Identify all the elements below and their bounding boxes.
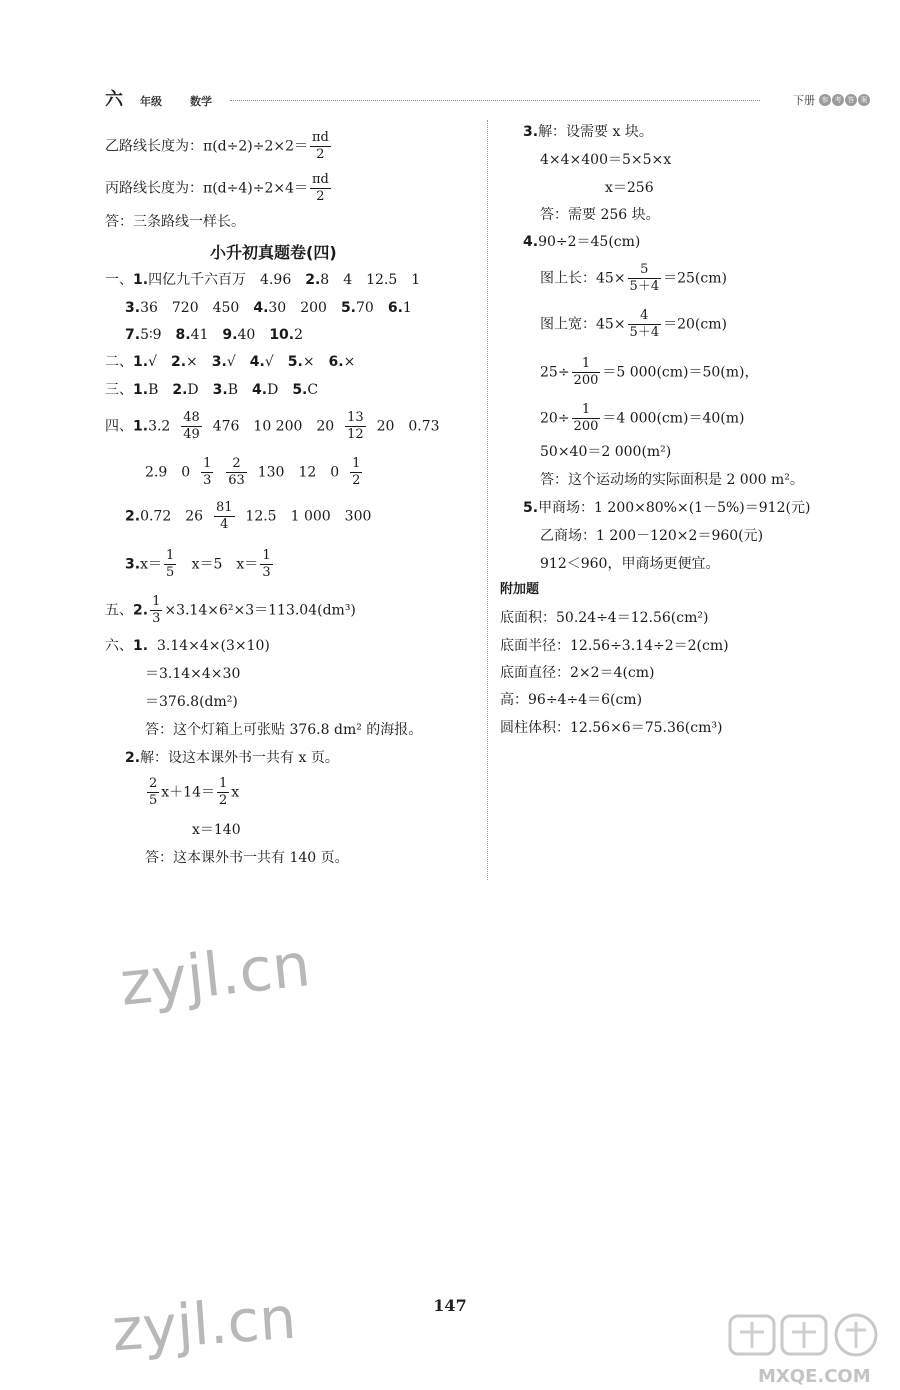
answer-line: 5.甲商场：1 200×80%×(1－5%)＝912(元) (523, 500, 811, 516)
answer-line: 底面积：50.24÷4＝12.56(cm²) (500, 610, 709, 626)
answer-line: 答：需要 256 块。 (540, 207, 660, 223)
answer-line: 4×4×400＝5×5×x (540, 152, 672, 168)
volume-label: 下册 (793, 94, 815, 107)
answer-line: 乙商场：1 200－120×2＝960(元) (540, 528, 764, 544)
answer-line: 4.90÷2＝45(cm) (523, 234, 641, 250)
answer-line: 25÷ $\frac{1}{200}$ ＝5 000(cm)＝50(m)， (540, 356, 759, 388)
answer-line: 3.解：设需要 x 块。 (523, 124, 653, 140)
answer-line: 3.36 720 450 4.30 200 5.70 6.1 (125, 300, 412, 316)
answer-line: 高：96÷4÷4＝6(cm) (500, 692, 643, 708)
grade-badge: 六 (105, 89, 123, 110)
answer-line: 912＜960，甲商场更便宜。 (540, 556, 720, 572)
answer-line: 底面半径：12.56÷3.14÷2＝2(cm) (500, 638, 729, 654)
answer-line: x＝140 (192, 822, 241, 838)
watermark-logo: zyjl.cn (109, 1283, 299, 1365)
answer-line: 一、1.四亿九千六百万 4.96 2.8 4 12.5 1 (105, 272, 421, 288)
answer-line: 2.9 0 $\frac{1}{3}$ $\frac{2}{63}$ 130 12 0 $\frac{1}{2}$ (145, 456, 361, 488)
watermark-logo: zyjl.cn (116, 930, 314, 1020)
extra-section-title: 附加题 (500, 582, 540, 597)
answer-line: x＝256 (605, 180, 654, 196)
answer-line: ＝3.14×4×30 (145, 666, 241, 682)
svg-text:MXQE.COM: MXQE.COM (758, 1366, 871, 1386)
answer-line: 六、1. 3.14×4×(3×10) (105, 638, 270, 654)
answer-line: 四、1.3.2 $\frac{48}{49}$ 476 10 200 20 $\frac{13}{12}$ 20 0.73 (105, 410, 440, 442)
answer-line: 二、1.√ 2.× 3.√ 4.√ 5.× 6.× (105, 354, 356, 370)
answer-line: 图上宽：45× $\frac{4}{5+4}$ ＝20(cm) (540, 308, 727, 340)
answer-line: 三、1.B 2.D 3.B 4.D 5.C (105, 382, 319, 398)
answer-line: ＝376.8(dm²) (145, 694, 238, 710)
page-number: 147 (433, 1296, 467, 1315)
header-divider (230, 100, 760, 101)
answer-line: 乙路线长度为：π(d÷2)÷2×2＝ $\frac{\pi d}{2}$ (105, 130, 329, 162)
answer-badge: 参 考 答 案 (819, 94, 870, 106)
answer-line: 2.解：设这本课外书一共有 x 页。 (125, 750, 339, 766)
answer-line: 五、2. $\frac{1}{3}$ ×3.14×6²×3＝113.04(dm³) (105, 594, 356, 626)
answer-line: 答：这个灯箱上可张贴 376.8 dm² 的海报。 (145, 722, 423, 738)
answer-line: $\frac{2}{5}$ x＋14＝ $\frac{1}{2}$ x (149, 776, 240, 808)
answer-line: 图上长：45× $\frac{5}{5+4}$ ＝25(cm) (540, 262, 727, 294)
answer-line: 3.x＝ $\frac{1}{5}$ x＝5 x＝ $\frac{1}{3}$ (125, 548, 271, 580)
subject-label: 数学 (190, 95, 212, 108)
answer-line: 答：三条路线一样长。 (105, 214, 245, 230)
answer-line: 20÷ $\frac{1}{200}$ ＝4 000(cm)＝40(m) (540, 402, 745, 434)
header-right (793, 92, 870, 108)
answer-line: 2.0.72 26 $\frac{81}{4}$ 12.5 1 000 300 (125, 500, 372, 532)
watermark-stamp-icon (728, 1312, 888, 1386)
answer-line: 圆柱体积：12.56×6＝75.36(cm³) (500, 720, 723, 736)
answer-line: 答：这本课外书一共有 140 页。 (145, 850, 349, 866)
answer-line: 底面直径：2×2＝4(cm) (500, 665, 655, 681)
section-title: 小升初真题卷(四) (210, 243, 337, 262)
page-header (100, 88, 870, 114)
column-divider (487, 120, 488, 880)
answer-line: 答：这个运动场的实际面积是 2 000 m²。 (540, 472, 804, 488)
answer-line: 50×40＝2 000(m²) (540, 444, 672, 460)
answer-line: 7.5∶9 8.41 9.40 10.2 (125, 327, 304, 343)
answer-line: 丙路线长度为：π(d÷4)÷2×4＝ $\frac{\pi d}{2}$ (105, 172, 329, 204)
grade-label: 年级 (140, 95, 162, 108)
